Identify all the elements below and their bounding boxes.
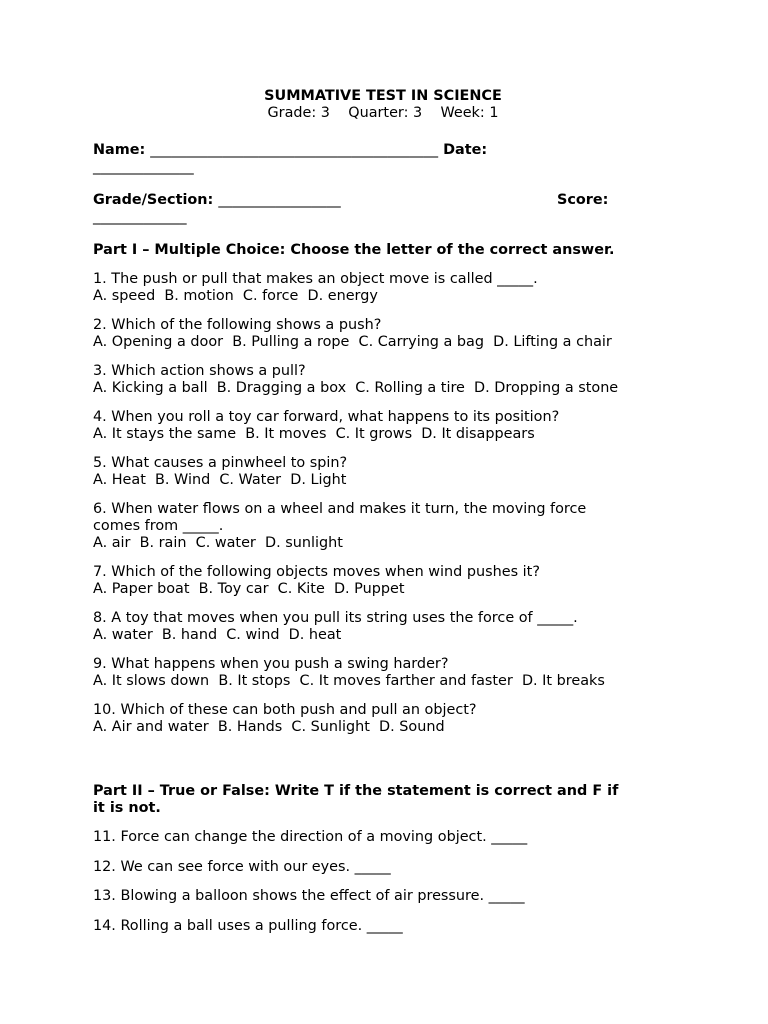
question-choices: A. speed B. motion C. force D. energy — [93, 288, 378, 304]
part1-questions — [93, 271, 673, 736]
question-item — [93, 656, 673, 690]
question-choices: A. water B. hand C. wind D. heat — [93, 627, 342, 643]
part2-heading-line: Part II – True or False: Write T if the statement is correct and F if — [93, 783, 619, 799]
question-text: 1. The push or pull that makes an object move is called _____. — [93, 271, 538, 287]
question-item — [93, 271, 673, 305]
question-item — [93, 702, 673, 736]
question-text: 6. When water flows on a wheel and makes it turn, the moving force — [93, 501, 587, 517]
part2-heading — [93, 783, 673, 817]
score-blank: _____________ — [93, 209, 187, 225]
grade-section-blank: _________________ — [218, 192, 341, 208]
true-false-item: 11. Force can change the direction of a moving object. _____ — [93, 829, 528, 845]
question-item — [93, 564, 673, 598]
question-text: 9. What happens when you push a swing harder? — [93, 656, 449, 672]
question-text: 2. Which of the following shows a push? — [93, 317, 382, 333]
true-false-item: 13. Blowing a balloon shows the effect of air pressure. _____ — [93, 888, 525, 904]
question-text: 8. A toy that moves when you pull its string uses the force of _____. — [93, 610, 578, 626]
question-text: 4. When you roll a toy car forward, what happens to its position? — [93, 409, 560, 425]
name-label: Name: — [93, 142, 146, 158]
question-item — [93, 501, 673, 552]
name-blank: ________________________________________ — [150, 142, 439, 158]
question-choices: A. Heat B. Wind C. Water D. Light — [93, 472, 347, 488]
question-item — [93, 363, 673, 397]
true-false-item: 12. We can see force with our eyes. _____ — [93, 858, 391, 875]
true-false-item: 14. Rolling a ball uses a pulling force. _____ — [93, 917, 403, 934]
question-choices: A. It stays the same B. It moves C. It grows D. It disappears — [93, 426, 535, 442]
question-choices: A. It slows down B. It stops C. It moves farther and faster D. It breaks — [93, 673, 605, 689]
question-choices: A. Opening a door B. Pulling a rope C. Carrying a bag D. Lifting a chair — [93, 334, 612, 350]
test-document — [93, 88, 673, 947]
test-title: SUMMATIVE TEST IN SCIENCE — [264, 88, 502, 104]
test-subtitle: Grade: 3 Quarter: 3 Week: 1 — [267, 105, 499, 121]
question-choices: A. Air and water B. Hands C. Sunlight D. Sound — [93, 719, 445, 735]
part1-heading: Part I – Multiple Choice: Choose the letter of the correct answer. — [93, 242, 615, 258]
date-blank: ______________ — [93, 159, 194, 175]
question-text: 5. What causes a pinwheel to spin? — [93, 455, 348, 471]
question-choices: A. Paper boat B. Toy car C. Kite D. Puppet — [93, 581, 405, 597]
question-text: 3. Which action shows a pull? — [93, 363, 306, 379]
question-text: 7. Which of the following objects moves when wind pushes it? — [93, 564, 540, 580]
question-item — [93, 610, 673, 644]
part2-heading-line: it is not. — [93, 800, 161, 816]
question-item — [93, 409, 673, 443]
grade-section-label: Grade/Section: — [93, 192, 214, 208]
question-choices: A. Kicking a ball B. Dragging a box C. Rolling a tire D. Dropping a stone — [93, 380, 619, 396]
question-text: 10. Which of these can both push and pull an object? — [93, 702, 477, 718]
part2-items — [93, 829, 673, 935]
grade-score-line — [93, 192, 673, 209]
name-date-line — [93, 142, 673, 159]
question-item — [93, 317, 673, 351]
question-choices: A. air B. rain C. water D. sunlight — [93, 535, 343, 551]
score-label: Score: — [557, 192, 609, 208]
date-label: Date: — [443, 142, 488, 158]
question-text-continued: comes from _____. — [93, 518, 224, 534]
question-item — [93, 455, 673, 489]
